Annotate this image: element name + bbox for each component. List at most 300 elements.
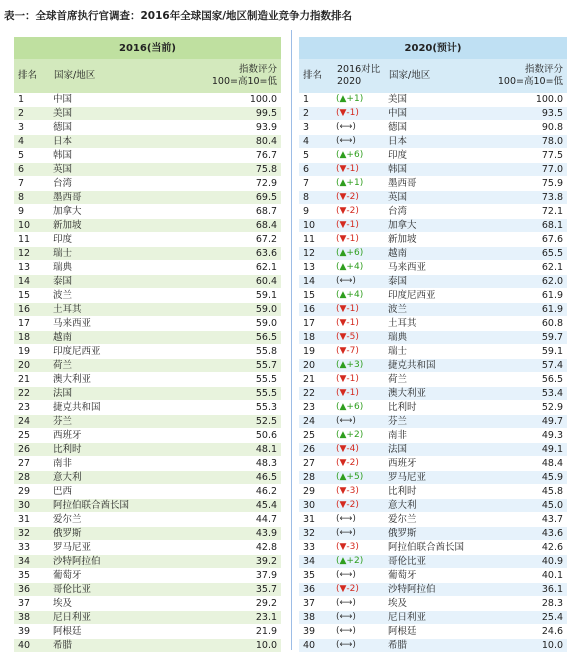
change-cell: (▼-7) [333,345,385,359]
rank-cell: 35 [14,569,50,583]
table-row [14,303,281,317]
score-cell: 25.4 [487,611,567,625]
table-row [299,541,567,555]
score-cell: 63.6 [200,247,281,261]
score-cell: 62.0 [487,275,567,289]
table-row [299,205,567,219]
rank-cell: 29 [299,485,333,499]
change-cell: (▼-1) [333,107,385,121]
country-cell: 比利时 [50,443,200,457]
rank-cell: 3 [14,121,50,135]
table-row [299,107,567,121]
score-cell: 69.5 [200,191,281,205]
country-cell: 马来西亚 [385,261,487,275]
country-cell: 加拿大 [50,205,200,219]
score-cell: 10.0 [487,639,567,653]
rank-cell: 37 [14,597,50,611]
country-cell: 德国 [50,121,200,135]
table-row [299,583,567,597]
table-row [14,345,281,359]
score-cell: 59.0 [200,317,281,331]
change-cell: (▼-1) [333,303,385,317]
rank-cell: 5 [14,149,50,163]
country-cell: 沙特阿拉伯 [385,583,487,597]
table-row [299,457,567,471]
country-cell: 荷兰 [385,373,487,387]
country-cell: 越南 [50,331,200,345]
score-header-line1: 指数评分 [239,64,278,75]
rank-cell: 17 [14,317,50,331]
table-row [14,415,281,429]
rank-cell: 30 [14,499,50,513]
score-cell: 65.5 [487,247,567,261]
country-cell: 美国 [50,107,200,121]
score-cell: 68.7 [200,205,281,219]
table-row [14,191,281,205]
score-cell: 46.5 [200,471,281,485]
score-header [200,59,281,93]
change-header-line1: 2016对比 [337,64,381,75]
table-row [299,415,567,429]
table-row [14,149,281,163]
table-row [299,555,567,569]
country-cell: 罗马尼亚 [385,471,487,485]
change-cell: (⟷) [333,597,385,611]
rank-cell: 25 [299,429,333,443]
country-cell: 西班牙 [385,457,487,471]
table-row [299,359,567,373]
country-cell: 南非 [385,429,487,443]
rank-cell: 11 [14,233,50,247]
country-cell: 泰国 [50,275,200,289]
rank-cell: 38 [299,611,333,625]
table-row [14,107,281,121]
country-cell: 比利时 [385,485,487,499]
score-cell: 56.5 [200,331,281,345]
table-row [14,93,281,107]
table-row [14,233,281,247]
rank-cell: 3 [299,121,333,135]
table-row [299,513,567,527]
score-header-line2: 100=高10=低 [497,76,564,87]
score-cell: 45.0 [487,499,567,513]
rank-cell: 16 [14,303,50,317]
score-cell: 62.1 [200,261,281,275]
country-cell: 希腊 [385,639,487,653]
country-cell: 爱尔兰 [385,513,487,527]
score-cell: 49.3 [487,429,567,443]
table-row [299,135,567,149]
rank-cell: 2 [299,107,333,121]
score-cell: 90.8 [487,121,567,135]
table-row [299,485,567,499]
country-cell: 墨西哥 [385,177,487,191]
table-row [14,611,281,625]
rank-cell: 39 [14,625,50,639]
change-cell: (⟷) [333,415,385,429]
rank-cell: 27 [14,457,50,471]
rank-cell: 18 [14,331,50,345]
table-row [14,639,281,653]
rank-cell: 17 [299,317,333,331]
table-row [14,443,281,457]
rank-cell: 10 [14,219,50,233]
score-cell: 48.4 [487,457,567,471]
table-row [299,331,567,345]
rank-cell: 23 [14,401,50,415]
rank-cell: 8 [299,191,333,205]
country-cell: 比利时 [385,401,487,415]
score-cell: 59.1 [200,289,281,303]
rank-cell: 30 [299,499,333,513]
score-cell: 45.8 [487,485,567,499]
change-cell: (⟷) [333,569,385,583]
rank-cell: 36 [299,583,333,597]
score-cell: 77.0 [487,163,567,177]
score-cell: 40.9 [487,555,567,569]
rank-cell: 15 [14,289,50,303]
rank-cell: 8 [14,191,50,205]
score-cell: 44.7 [200,513,281,527]
table-2020-caption: 2020(预计) [299,37,567,59]
table-row [299,611,567,625]
score-cell: 49.1 [487,443,567,457]
rank-header: 排名 [14,59,50,93]
change-header [333,59,385,93]
table-row [299,191,567,205]
country-header: 国家/地区 [385,59,487,93]
country-cell: 意大利 [50,471,200,485]
table-row [14,569,281,583]
change-cell: (▼-1) [333,387,385,401]
table-row [14,527,281,541]
score-cell: 93.9 [200,121,281,135]
table-row [14,163,281,177]
country-cell: 阿根廷 [50,625,200,639]
rank-cell: 28 [14,471,50,485]
score-cell: 59.7 [487,331,567,345]
table-row [299,499,567,513]
country-cell: 日本 [385,135,487,149]
rank-cell: 34 [299,555,333,569]
rank-cell: 32 [299,527,333,541]
rank-cell: 26 [299,443,333,457]
change-cell: (▲+4) [333,261,385,275]
table-row [14,513,281,527]
country-cell: 印度 [385,149,487,163]
score-cell: 42.8 [200,541,281,555]
score-cell: 59.1 [487,345,567,359]
rank-cell: 29 [14,485,50,499]
score-cell: 40.1 [487,569,567,583]
country-cell: 阿根廷 [385,625,487,639]
table-row [299,387,567,401]
country-cell: 墨西哥 [50,191,200,205]
country-cell: 泰国 [385,275,487,289]
change-cell: (▲+2) [333,429,385,443]
table-row [14,359,281,373]
score-cell: 50.6 [200,429,281,443]
country-cell: 瑞士 [385,345,487,359]
table-row [14,625,281,639]
table-2016-body [14,93,281,653]
change-cell: (▼-2) [333,583,385,597]
country-cell: 俄罗斯 [385,527,487,541]
score-cell: 67.2 [200,233,281,247]
rank-cell: 40 [14,639,50,653]
change-cell: (▲+6) [333,149,385,163]
score-cell: 43.6 [487,527,567,541]
change-cell: (⟷) [333,135,385,149]
document-title: 表一：全球首席执行官调查：2016年全球国家/地区制造业竞争力指数排名 [4,10,353,22]
country-cell: 西班牙 [50,429,200,443]
table-row [299,471,567,485]
table-row [299,149,567,163]
country-cell: 波兰 [50,289,200,303]
rank-cell: 22 [299,387,333,401]
score-cell: 67.6 [487,233,567,247]
score-cell: 60.8 [487,317,567,331]
table-row [299,639,567,653]
change-cell: (▼-2) [333,499,385,513]
score-header-line2: 100=高10=低 [211,76,278,87]
table-row [299,625,567,639]
country-cell: 葡萄牙 [50,569,200,583]
table-row [299,289,567,303]
country-cell: 澳大利亚 [385,387,487,401]
table-row [299,247,567,261]
table-row [299,93,567,107]
table-row [299,429,567,443]
change-cell: (▼-1) [333,219,385,233]
change-cell: (▼-3) [333,541,385,555]
country-cell: 越南 [385,247,487,261]
score-cell: 53.4 [487,387,567,401]
country-cell: 法国 [385,443,487,457]
country-cell: 捷克共和国 [50,401,200,415]
table-2016-caption: 2016(当前) [14,37,281,59]
country-cell: 意大利 [385,499,487,513]
table-2020-body [299,93,567,653]
table-row [14,583,281,597]
rank-cell: 25 [14,429,50,443]
change-cell: (▲+4) [333,289,385,303]
rank-header: 排名 [299,59,333,93]
rank-cell: 22 [14,387,50,401]
table-row [299,177,567,191]
score-cell: 28.3 [487,597,567,611]
score-cell: 77.5 [487,149,567,163]
change-cell: (▼-2) [333,205,385,219]
rank-cell: 6 [14,163,50,177]
score-cell: 46.2 [200,485,281,499]
score-cell: 10.0 [200,639,281,653]
country-cell: 荷兰 [50,359,200,373]
change-cell: (▼-2) [333,457,385,471]
country-cell: 罗马尼亚 [50,541,200,555]
rank-cell: 13 [299,261,333,275]
score-cell: 76.7 [200,149,281,163]
rank-cell: 31 [299,513,333,527]
change-cell: (▼-5) [333,331,385,345]
table-row [299,317,567,331]
score-cell: 78.0 [487,135,567,149]
country-cell: 英国 [385,191,487,205]
table-row [299,443,567,457]
change-cell: (▼-1) [333,163,385,177]
country-cell: 新加坡 [50,219,200,233]
rank-cell: 40 [299,639,333,653]
score-cell: 55.7 [200,359,281,373]
rank-cell: 27 [299,457,333,471]
score-cell: 52.5 [200,415,281,429]
rank-cell: 39 [299,625,333,639]
rank-cell: 21 [14,373,50,387]
rank-cell: 19 [299,345,333,359]
table-row [299,373,567,387]
table-row [299,597,567,611]
table-row [14,289,281,303]
score-cell: 52.9 [487,401,567,415]
rank-cell: 33 [299,541,333,555]
score-cell: 56.5 [487,373,567,387]
score-cell: 72.9 [200,177,281,191]
table-row [299,233,567,247]
rank-cell: 16 [299,303,333,317]
table-row [14,121,281,135]
score-cell: 55.5 [200,373,281,387]
country-cell: 芬兰 [50,415,200,429]
score-cell: 48.3 [200,457,281,471]
country-cell: 阿拉伯联合酋长国 [385,541,487,555]
rank-cell: 9 [14,205,50,219]
score-cell: 35.7 [200,583,281,597]
table-row [14,541,281,555]
country-cell: 尼日利亚 [50,611,200,625]
score-cell: 55.5 [200,387,281,401]
table-row [14,177,281,191]
country-cell: 瑞典 [385,331,487,345]
rank-cell: 7 [299,177,333,191]
country-cell: 瑞士 [50,247,200,261]
score-cell: 39.2 [200,555,281,569]
table-row [299,261,567,275]
rank-cell: 23 [299,401,333,415]
table-row [14,457,281,471]
country-cell: 加拿大 [385,219,487,233]
table-row [14,471,281,485]
score-cell: 61.9 [487,289,567,303]
table-row [14,275,281,289]
table-row [299,163,567,177]
score-cell: 100.0 [487,93,567,107]
country-cell: 阿拉伯联合酋长国 [50,499,200,513]
rank-cell: 33 [14,541,50,555]
rank-cell: 24 [299,415,333,429]
country-cell: 日本 [50,135,200,149]
score-cell: 100.0 [200,93,281,107]
change-cell: (⟷) [333,625,385,639]
country-cell: 爱尔兰 [50,513,200,527]
country-cell: 芬兰 [385,415,487,429]
change-cell: (⟷) [333,121,385,135]
rank-cell: 32 [14,527,50,541]
table-row [14,331,281,345]
score-cell: 99.5 [200,107,281,121]
change-cell: (▼-1) [333,317,385,331]
score-cell: 55.3 [200,401,281,415]
table-row [14,387,281,401]
rank-cell: 14 [14,275,50,289]
table-row [14,499,281,513]
table-row [14,205,281,219]
score-header-line1: 指数评分 [525,64,564,75]
score-cell: 48.1 [200,443,281,457]
table-row [299,401,567,415]
score-cell: 68.4 [200,219,281,233]
country-cell: 法国 [50,387,200,401]
country-cell: 台湾 [385,205,487,219]
score-cell: 43.9 [200,527,281,541]
score-cell: 59.0 [200,303,281,317]
change-cell: (⟷) [333,275,385,289]
table-row [14,219,281,233]
table-2016 [14,37,281,653]
score-cell: 73.8 [487,191,567,205]
score-cell: 60.4 [200,275,281,289]
country-cell: 哥伦比亚 [50,583,200,597]
country-cell: 印度尼西亚 [385,289,487,303]
score-cell: 21.9 [200,625,281,639]
rank-cell: 28 [299,471,333,485]
rank-cell: 20 [14,359,50,373]
table-row [14,401,281,415]
table-row [14,597,281,611]
change-cell: (⟷) [333,611,385,625]
change-cell: (▲+1) [333,93,385,107]
country-cell: 沙特阿拉伯 [50,555,200,569]
score-cell: 72.1 [487,205,567,219]
table-row [14,373,281,387]
country-cell: 俄罗斯 [50,527,200,541]
score-cell: 57.4 [487,359,567,373]
score-cell: 43.7 [487,513,567,527]
score-cell: 24.6 [487,625,567,639]
change-cell: (⟷) [333,639,385,653]
change-cell: (▲+1) [333,177,385,191]
rank-cell: 4 [299,135,333,149]
rank-cell: 20 [299,359,333,373]
change-cell: (▲+6) [333,401,385,415]
table-row [299,569,567,583]
change-cell: (▲+6) [333,247,385,261]
rank-cell: 36 [14,583,50,597]
score-cell: 93.5 [487,107,567,121]
table-row [14,555,281,569]
country-cell: 葡萄牙 [385,569,487,583]
score-cell: 42.6 [487,541,567,555]
table-row [299,303,567,317]
score-cell: 49.7 [487,415,567,429]
country-cell: 美国 [385,93,487,107]
rank-cell: 35 [299,569,333,583]
change-cell: (▲+2) [333,555,385,569]
table-row [299,275,567,289]
country-cell: 印度 [50,233,200,247]
score-cell: 36.1 [487,583,567,597]
rank-cell: 12 [14,247,50,261]
country-cell: 尼日利亚 [385,611,487,625]
